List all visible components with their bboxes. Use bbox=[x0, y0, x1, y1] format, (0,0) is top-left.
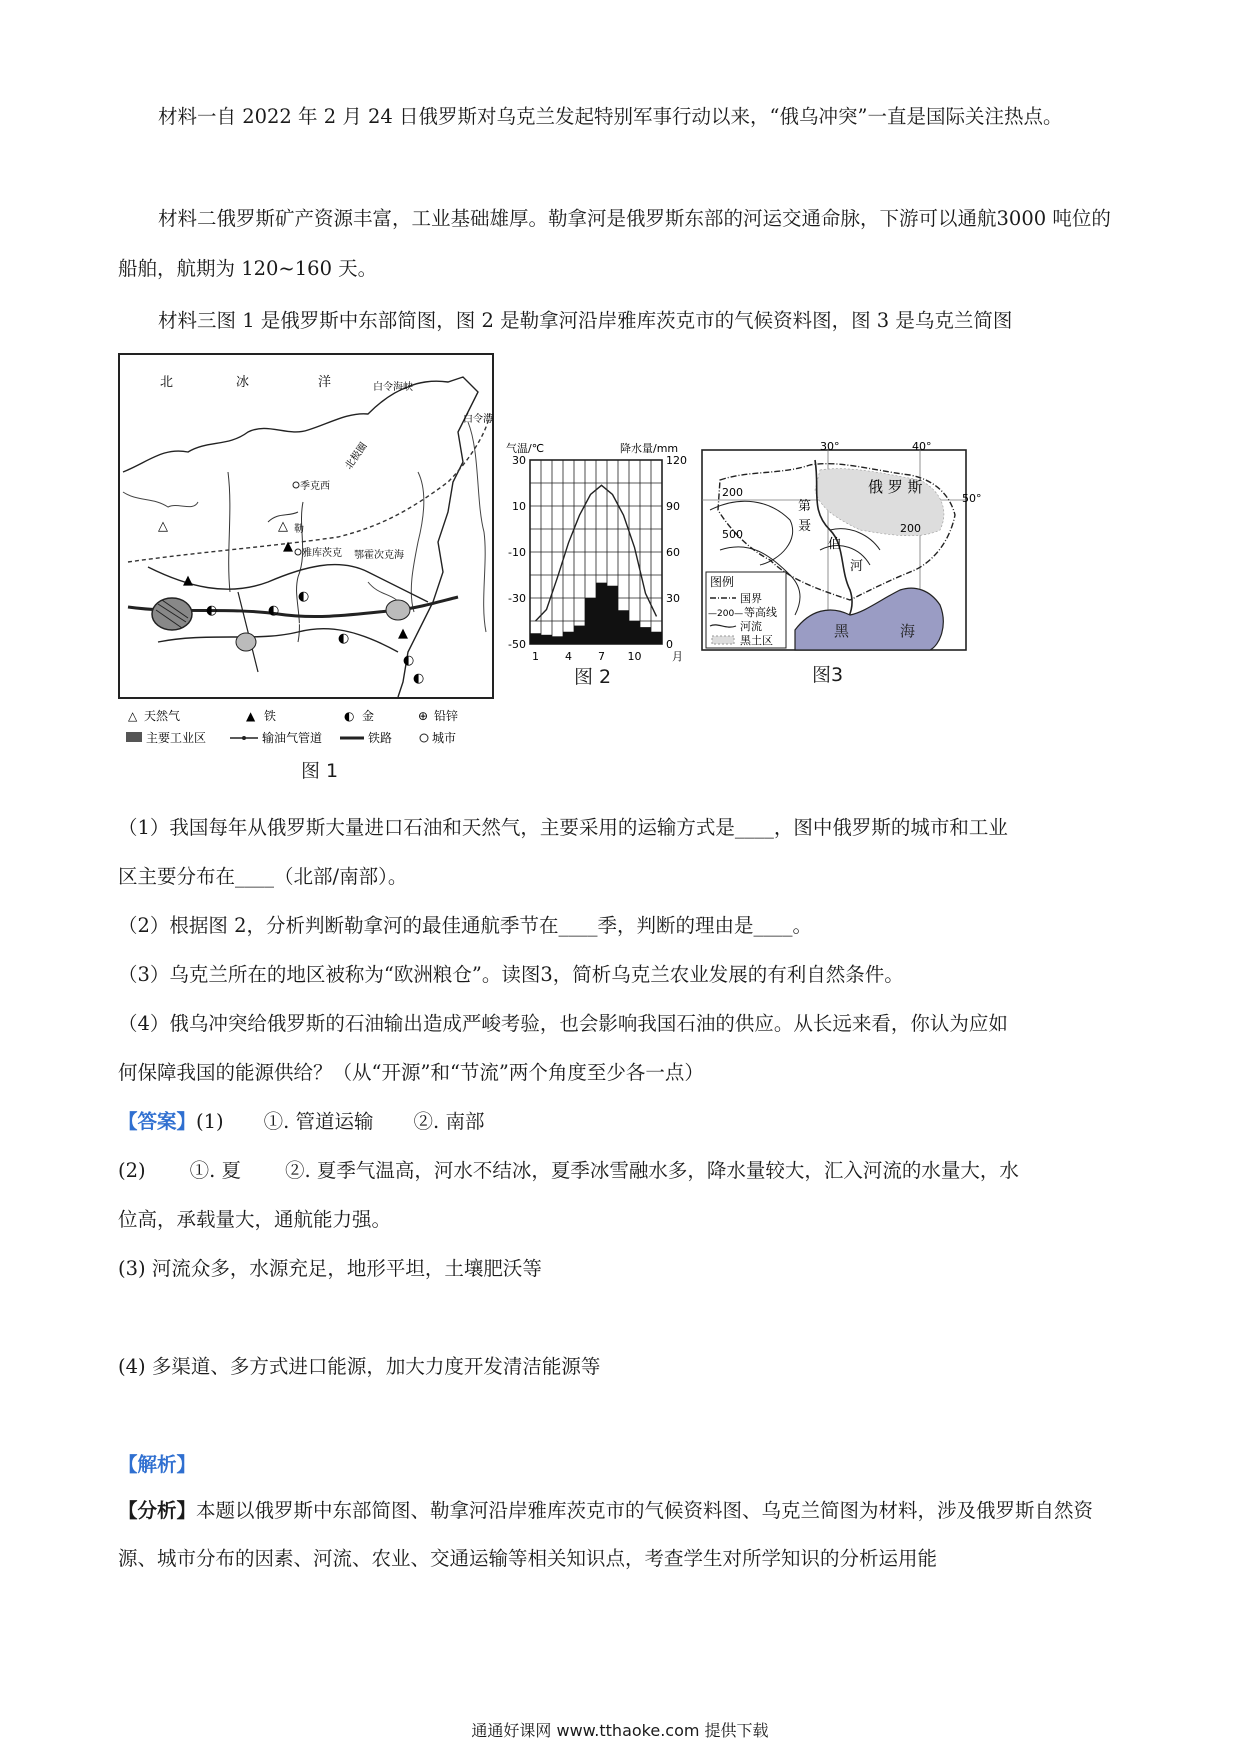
material-one: 材料一自 2022 年 2 月 24 日俄罗斯对乌克兰发起特别军事行动以来，“俄乌冲突”一直是国际关注热点。 bbox=[158, 105, 1063, 128]
label-contour-200a: 200 bbox=[722, 486, 743, 499]
legend-black-soil: 黑土区 bbox=[740, 634, 773, 647]
answer-1-part-2: ②. 南部 bbox=[413, 1110, 485, 1133]
question-2: （2）根据图 2，分析判断勒拿河的最佳通航季节在____季，判断的理由是____。 bbox=[118, 914, 813, 937]
right-tick-label: 30 bbox=[666, 592, 680, 605]
analysis-body: 本题以俄罗斯中东部简图、勒拿河沿岸雅库茨克市的气候资料图、乌克兰简图为材料，涉及俄罗斯自然资源、城市分布的因素、河流、农业、交通运输等相关知识点，考查学生对所学知识的分析运用能 bbox=[118, 1499, 1094, 1570]
precip-bar bbox=[640, 627, 651, 644]
svg-text:△: △ bbox=[278, 519, 288, 534]
answer-1-part-1: ①. 管道运输 bbox=[263, 1110, 374, 1133]
legend-pipeline: 输油气管道 bbox=[262, 731, 323, 745]
answer-4: (4) 多渠道、多方式进口能源，加大力度开发清洁能源等 bbox=[118, 1355, 601, 1378]
svg-text:◐: ◐ bbox=[268, 603, 280, 618]
legend-title: 图例 bbox=[710, 575, 735, 589]
right-tick-label: 120 bbox=[666, 454, 687, 467]
analysis-sub-tag: 【分析】 bbox=[118, 1499, 197, 1522]
svg-text:▲: ▲ bbox=[398, 626, 408, 641]
legend-city: 城市 bbox=[432, 731, 457, 745]
answer-tag: 【答案】 bbox=[118, 1110, 197, 1133]
label-arctic-circle: 北极圈 bbox=[343, 440, 370, 472]
label-yakutsk: 雅库茨克 bbox=[302, 548, 342, 559]
label-dnieper-1: 第 bbox=[798, 499, 812, 514]
answer-2-part-2: ②. 夏季气温高，河水不结冰，夏季冰雪融水多，降水量较大，汇入河流的水量大，水 bbox=[285, 1159, 1019, 1182]
x-tick-label: 7 bbox=[598, 650, 605, 663]
precip-bar bbox=[607, 586, 618, 644]
gas-icon: △ bbox=[158, 519, 168, 534]
question-1-line-1: （1）我国每年从俄罗斯大量进口石油和天然气，主要采用的运输方式是____，图中俄罗斯的城市和工业 bbox=[118, 816, 1008, 839]
precip-bar bbox=[585, 598, 596, 644]
label-ice: 冰 bbox=[236, 375, 250, 390]
label-lon30: 30° bbox=[820, 440, 840, 453]
climate-chart bbox=[500, 440, 700, 680]
analysis-text bbox=[118, 1487, 1128, 1583]
analysis-tag bbox=[118, 1449, 196, 1477]
figure-2-caption: 图 2 bbox=[574, 666, 612, 688]
label-contour-200b: 200 bbox=[900, 522, 921, 535]
figure-2 bbox=[500, 440, 700, 700]
label-north: 北 bbox=[160, 375, 174, 390]
legend-gas: 天然气 bbox=[144, 709, 181, 723]
gold-icon: ◐ bbox=[344, 709, 355, 723]
precip-bar bbox=[618, 610, 629, 644]
material-two: 材料二俄罗斯矿产资源丰富，工业基础雄厚。勒拿河是俄罗斯东部的河运交通命脉，下游可以通航3000 吨位的船舶，航期为 120~160 天。 bbox=[118, 207, 1111, 280]
figure-3-caption: 图3 bbox=[812, 664, 844, 686]
precip-bar bbox=[552, 636, 563, 644]
svg-text:◐: ◐ bbox=[298, 589, 310, 604]
right-tick-label: 60 bbox=[666, 546, 680, 559]
russia-map bbox=[118, 352, 498, 752]
legend-iron: 铁 bbox=[264, 709, 277, 723]
right-tick-label: 90 bbox=[666, 500, 680, 513]
precip-bar bbox=[530, 633, 541, 644]
precip-bar bbox=[574, 626, 585, 644]
label-black-2: 海 bbox=[900, 622, 916, 640]
question-4-line-2: 何保障我国的能源供给？（从“开源”和“节流”两个角度至少各一点） bbox=[118, 1061, 704, 1084]
label-okhotsk-sea: 鄂霍次克海 bbox=[354, 550, 404, 561]
legend-railway: 铁路 bbox=[368, 731, 393, 745]
left-tick-label: -10 bbox=[508, 546, 526, 559]
figure-1-caption: 图 1 bbox=[301, 760, 339, 782]
lead-zinc-icon: ⊕ bbox=[418, 709, 429, 723]
temp-axis-label: 气温/℃ bbox=[506, 442, 545, 455]
left-tick-label: -30 bbox=[508, 592, 526, 605]
page-footer: 通通好课网 www.tthaoke.com 提供下载 bbox=[471, 1721, 769, 1740]
svg-text:▲: ▲ bbox=[283, 539, 293, 554]
material-three: 材料三图 1 是俄罗斯中东部简图，图 2 是勒拿河沿岸雅库茨克市的气候资料图，图 3 是乌克兰简图 bbox=[158, 309, 1013, 332]
answer-1 bbox=[118, 1106, 484, 1134]
answer-2-continued: 位高，承载量大，通航能力强。 bbox=[118, 1208, 392, 1231]
answer-1-number: (1) bbox=[196, 1110, 224, 1133]
precip-bar bbox=[629, 621, 640, 644]
label-tiksi: 季克西 bbox=[300, 481, 330, 492]
legend-contour: 等高线 bbox=[744, 606, 777, 619]
label-lena: 勒 bbox=[294, 524, 304, 535]
answer-2-number: (2) bbox=[118, 1159, 146, 1182]
label-ocean: 洋 bbox=[318, 375, 332, 390]
label-contour-500: 500 bbox=[722, 528, 743, 541]
answer-3: (3) 河流众多，水源充足，地形平坦，土壤肥沃等 bbox=[118, 1257, 542, 1280]
legend-lead-zinc: 铅锌 bbox=[434, 709, 459, 723]
label-dnieper-4: 河 bbox=[850, 559, 864, 574]
label-dnieper-3: 伯 bbox=[828, 537, 842, 552]
svg-text:◐: ◐ bbox=[413, 671, 425, 686]
svg-text:—200—: —200— bbox=[708, 609, 744, 619]
svg-text:◐: ◐ bbox=[338, 631, 350, 646]
x-tick-label: 10 bbox=[627, 650, 642, 663]
legend-border: 国界 bbox=[740, 592, 762, 605]
label-bering-sea: 白令海 bbox=[463, 414, 493, 425]
svg-text:◐: ◐ bbox=[403, 653, 415, 668]
precip-axis-label: 降水量/mm bbox=[620, 442, 679, 455]
precip-bar bbox=[563, 632, 574, 644]
left-tick-label: 30 bbox=[512, 454, 526, 467]
question-4-line-1: （4）俄乌冲突给俄罗斯的石油输出造成严峻考验，也会影响我国石油的供应。从长远来看，你认为应如 bbox=[118, 1012, 1008, 1035]
label-russia: 俄 罗 斯 bbox=[868, 478, 923, 496]
label-dnieper-2: 聂 bbox=[798, 519, 812, 534]
label-black-1: 黑 bbox=[834, 622, 850, 640]
precip-bar bbox=[541, 635, 552, 644]
left-tick-label: 10 bbox=[512, 500, 526, 513]
left-tick-label: -50 bbox=[508, 638, 526, 651]
x-tick-label: 1 bbox=[532, 650, 539, 663]
right-tick-label: 0 bbox=[666, 638, 673, 651]
x-axis-unit: 月 bbox=[672, 650, 683, 663]
precip-bar bbox=[651, 632, 662, 644]
x-tick-label: 4 bbox=[565, 650, 572, 663]
label-bering-strait: 白令海峡 bbox=[373, 382, 413, 393]
label-lat50: 50° bbox=[962, 492, 982, 505]
figure-1 bbox=[118, 352, 498, 782]
legend-industry: 主要工业区 bbox=[146, 731, 207, 745]
svg-text:◐: ◐ bbox=[206, 603, 218, 618]
precip-bar bbox=[596, 583, 607, 644]
question-1-line-2: 区主要分布在____（北部/南部）。 bbox=[118, 865, 408, 888]
iron-icon: ▲ bbox=[246, 709, 256, 723]
ukraine-map bbox=[700, 440, 982, 660]
answer-2-part-1: ①. 夏 bbox=[189, 1159, 242, 1182]
analysis-heading: 【解析】 bbox=[118, 1453, 197, 1476]
answer-2 bbox=[118, 1155, 1019, 1183]
legend-gold: 金 bbox=[362, 709, 375, 723]
svg-text:▲: ▲ bbox=[183, 573, 193, 588]
legend-river: 河流 bbox=[740, 620, 762, 633]
figure-3 bbox=[700, 440, 982, 700]
question-3: （3）乌克兰所在的地区被称为“欧洲粮仓”。读图3，简析乌克兰农业发展的有利自然条件。 bbox=[118, 963, 904, 986]
svg-text:△: △ bbox=[128, 709, 138, 723]
label-lon40: 40° bbox=[912, 440, 932, 453]
